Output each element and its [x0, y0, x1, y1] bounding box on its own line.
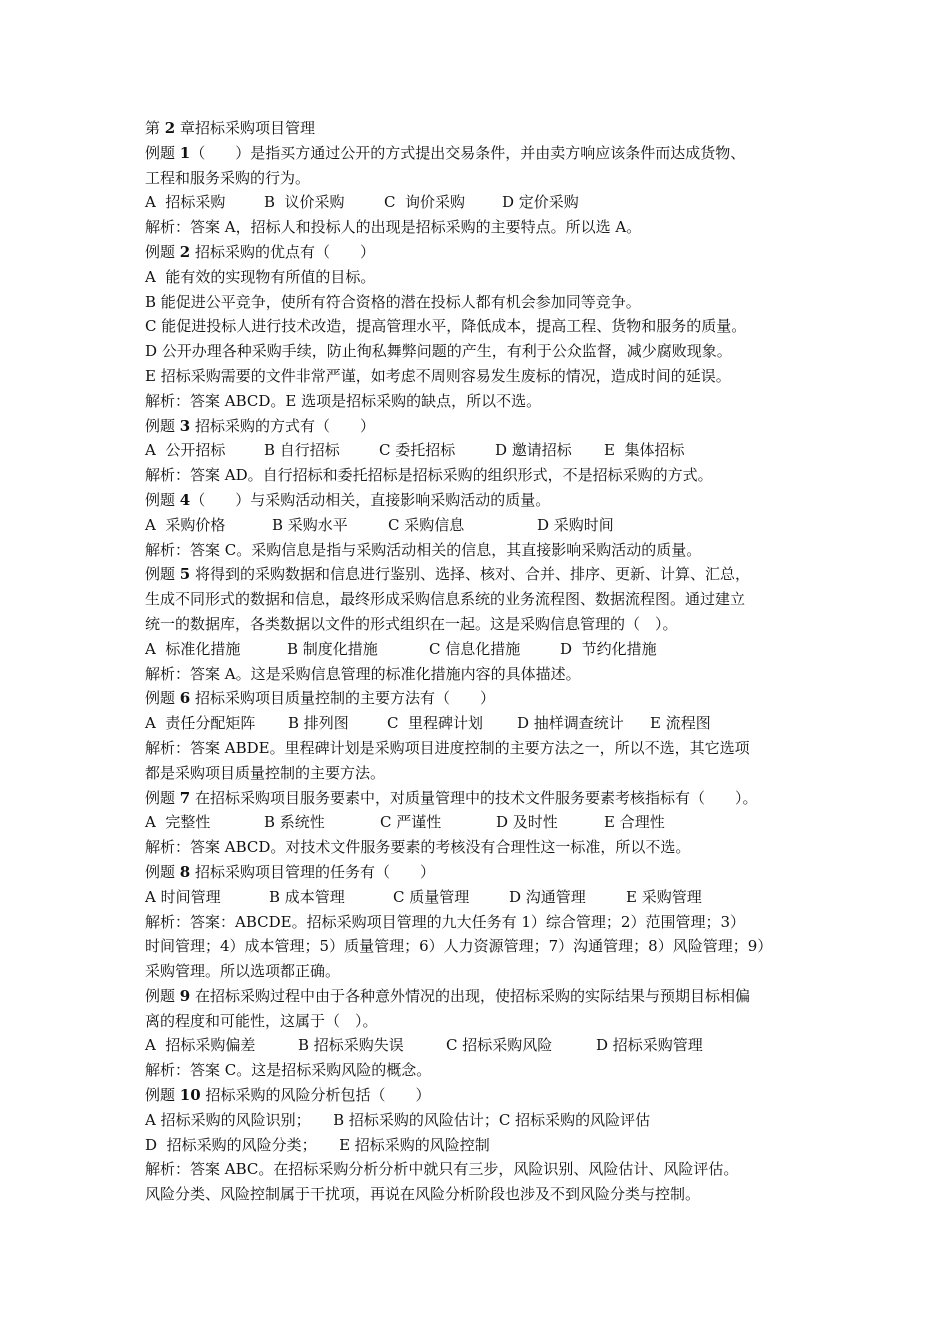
option: D 沟通管理	[509, 887, 586, 906]
question-6-answer: 解析：答案 ABDE。里程碑计划是采购项目进度控制的主要方法之一，所以不选，其它选项	[145, 738, 750, 757]
option: B 系统性	[264, 813, 325, 832]
option: B 排列图	[288, 714, 349, 733]
question-1-stem-line: 工程和服务采购的行为。	[145, 168, 311, 187]
question-label: 例题	[145, 689, 176, 708]
question-5-stem-line: 统一的数据库，各类数据以文件的形式组织在一起。这是采购信息管理的（ ）。	[145, 614, 678, 633]
question-text: 招标采购的优点有（ ）	[195, 242, 376, 261]
option: A 招标采购的风险识别； B 招标采购的风险估计；C 招标采购的风险评估	[145, 1110, 651, 1129]
question-8-stem-line	[145, 860, 815, 885]
option: B 招标采购失误	[298, 1036, 404, 1055]
question-number: 4	[179, 490, 191, 509]
question-text: 招标采购的风险分析包括（ ）	[205, 1086, 431, 1105]
question-number: 8	[179, 862, 191, 881]
question-5-stem-line: 生成不同形式的数据和信息，最终形成采购信息系统的业务流程图、数据流程图。通过建立	[145, 590, 746, 609]
question-8-options	[145, 885, 815, 910]
option: A 公开招标	[145, 441, 226, 460]
document-page	[145, 116, 815, 1207]
question-4-answer: 解析：答案 C。采购信息是指与采购活动相关的信息，其直接影响采购活动的质量。	[145, 540, 702, 559]
option: B 能促进公平竞争，使所有符合资格的潜在投标人都有机会参加同等竞争。	[145, 292, 641, 311]
chapter-name: 章招标采购项目管理	[175, 119, 315, 137]
question-number: 7	[179, 788, 191, 807]
question-8-answer: 解析：答案：ABCDE。招标采购项目管理的九大任务有 1）综合管理；2）范围管理；3）	[145, 912, 745, 931]
question-1-stem-line	[145, 141, 815, 166]
option: A 时间管理	[145, 887, 221, 906]
option: D 及时性	[496, 813, 558, 832]
question-3-stem-line	[145, 414, 815, 439]
question-label: 例题	[145, 862, 176, 881]
option: D 抽样调查统计	[517, 714, 624, 733]
question-8-answer: 时间管理；4）成本管理；5）质量管理；6）人力资源管理；7）沟通管理；8）风险管理；9）	[145, 937, 773, 956]
question-10-answer: 解析：答案 ABC。在招标采购分析分析中就只有三步，风险识别、风险估计、风险评估。	[145, 1160, 739, 1179]
question-1-answer: 解析：答案 A，招标人和投标人的出现是招标采购的主要特点。所以选 A。	[145, 218, 642, 237]
question-5-stem-line	[145, 562, 815, 587]
option: D 节约化措施	[560, 639, 657, 658]
option: E 采购管理	[626, 887, 702, 906]
question-label: 例题	[145, 242, 176, 261]
question-text: 在招标采购过程中由于各种意外情况的出现，使招标采购的实际结果与预期目标相偏	[195, 986, 751, 1005]
question-text: （ ）是指买方通过公开的方式提出交易条件，并由卖方响应该条件而达成货物、	[190, 143, 746, 162]
question-label: 例题	[145, 490, 176, 509]
question-number: 10	[179, 1086, 201, 1105]
option: C 里程碑计划	[387, 714, 484, 733]
question-10-stem-line	[145, 1083, 815, 1108]
option: C 询价采购	[384, 193, 466, 212]
option: A 完整性	[145, 813, 211, 832]
option: D 招标采购的风险分类； E 招标采购的风险控制	[145, 1135, 490, 1154]
question-text: 招标采购项目管理的任务有（ ）	[195, 862, 436, 881]
question-2-answer: 解析：答案 ABCD。E 选项是招标采购的缺点，所以不选。	[145, 391, 542, 410]
option: D 邀请招标	[495, 441, 572, 460]
option: C 严谨性	[380, 813, 442, 832]
question-3-options	[145, 438, 815, 463]
question-number: 2	[179, 242, 191, 261]
chapter-number: 2	[164, 119, 176, 137]
question-1-options	[145, 190, 815, 215]
question-5-options	[145, 637, 815, 662]
option: C 能促进投标人进行技术改造，提高管理水平，降低成本，提高工程、货物和服务的质量。	[145, 317, 747, 336]
option: D 定价采购	[502, 193, 579, 212]
question-label: 例题	[145, 143, 176, 162]
question-label: 例题	[145, 1086, 176, 1105]
question-text: （ ）与采购活动相关，直接影响采购活动的质量。	[190, 490, 551, 509]
option: A 采购价格	[145, 515, 226, 534]
question-9-stem-line	[145, 984, 815, 1009]
option: C 采购信息	[388, 515, 465, 534]
question-4-stem-line	[145, 488, 815, 513]
question-label: 例题	[145, 565, 176, 584]
option: A 能有效的实现物有所值的目标。	[145, 267, 376, 286]
option: E 流程图	[650, 714, 711, 733]
chapter-prefix: 第	[145, 119, 165, 137]
question-2-stem-line	[145, 240, 815, 265]
question-5-answer: 解析：答案 A。这是采购信息管理的标准化措施内容的具体描述。	[145, 664, 581, 683]
option: E 合理性	[604, 813, 665, 832]
option: B 制度化措施	[287, 639, 378, 658]
question-label: 例题	[145, 416, 176, 435]
question-7-stem-line	[145, 786, 815, 811]
option: A 标准化措施	[145, 639, 241, 658]
question-8-answer: 采购管理。所以选项都正确。	[145, 962, 341, 981]
option: E 集体招标	[604, 441, 685, 460]
option: D 公开办理各种采购手续，防止徇私舞弊问题的产生，有利于公众监督，减少腐败现象。	[145, 342, 732, 361]
question-text: 在招标采购项目服务要素中，对质量管理中的技术文件服务要素考核指标有（ ）。	[195, 788, 758, 807]
question-text: 招标采购的方式有（ ）	[195, 416, 376, 435]
question-number: 5	[179, 565, 191, 584]
option: A 责任分配矩阵	[145, 714, 256, 733]
question-3-answer: 解析：答案 AD。自行招标和委托招标是招标采购的组织形式，不是招标采购的方式。	[145, 466, 713, 485]
option: A 招标采购偏差	[145, 1036, 256, 1055]
question-6-answer: 都是采购项目质量控制的主要方法。	[145, 763, 386, 782]
option: B 成本管理	[269, 887, 345, 906]
question-number: 9	[179, 986, 191, 1005]
question-6-options	[145, 711, 815, 736]
chapter-title	[145, 116, 815, 141]
option: C 质量管理	[393, 887, 470, 906]
question-text: 招标采购项目质量控制的主要方法有（ ）	[195, 689, 496, 708]
question-9-options	[145, 1033, 815, 1058]
option: C 招标采购风险	[446, 1036, 553, 1055]
option: C 信息化措施	[429, 639, 521, 658]
option: C 委托招标	[379, 441, 456, 460]
question-number: 3	[179, 416, 191, 435]
question-9-answer: 解析：答案 C。这是招标采购风险的概念。	[145, 1061, 432, 1080]
question-6-stem-line	[145, 686, 815, 711]
question-number: 1	[179, 143, 191, 162]
question-7-answer: 解析：答案 ABCD。对技术文件服务要素的考核没有合理性这一标准，所以不选。	[145, 838, 691, 857]
question-4-options	[145, 513, 815, 538]
question-7-options	[145, 810, 815, 835]
question-label: 例题	[145, 788, 176, 807]
option: B 自行招标	[264, 441, 340, 460]
option: E 招标采购需要的文件非常严谨，如考虑不周则容易发生废标的情况，造成时间的延误。	[145, 366, 731, 385]
question-label: 例题	[145, 986, 176, 1005]
option: D 采购时间	[537, 515, 614, 534]
question-10-answer: 风险分类、风险控制属于干扰项，再说在风险分析阶段也涉及不到风险分类与控制。	[145, 1185, 701, 1204]
option: B 采购水平	[272, 515, 348, 534]
question-number: 6	[179, 689, 191, 708]
question-9-stem-line: 离的程度和可能性，这属于（ ）。	[145, 1011, 378, 1030]
option: D 招标采购管理	[596, 1036, 703, 1055]
option: B 议价采购	[264, 193, 345, 212]
option: A 招标采购	[145, 193, 226, 212]
question-text: 将得到的采购数据和信息进行鉴别、选择、核对、合并、排序、更新、计算、汇总，	[195, 565, 751, 584]
